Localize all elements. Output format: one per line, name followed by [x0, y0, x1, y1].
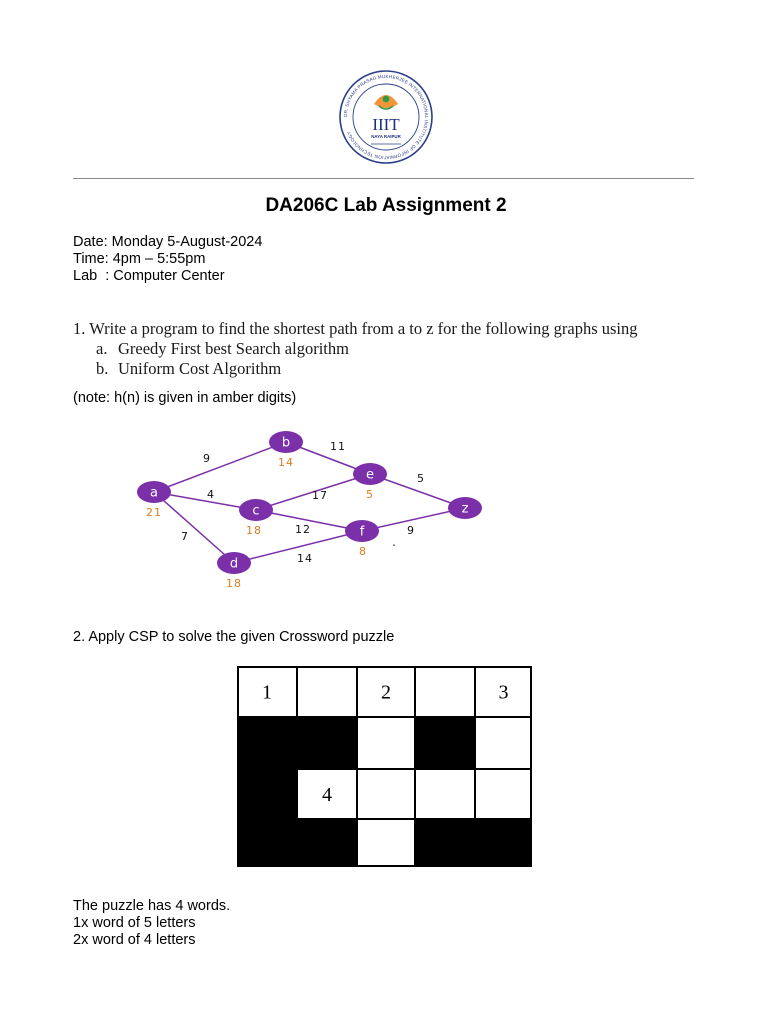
institute-logo: [338, 70, 434, 164]
open-cell-0-1[interactable]: [297, 666, 357, 717]
edge-cost-a-d: 7: [181, 530, 189, 543]
question-1-text: Write a program to find the shortest path from a to z for the following graphs using: [89, 319, 638, 338]
option-b: [96, 359, 281, 379]
edge-cost-f-z: 9: [407, 524, 415, 537]
blocked-cell-3-4: [475, 819, 532, 867]
clue-number-3: 3: [498, 681, 509, 704]
option-b-text: Uniform Cost Algorithm: [118, 359, 282, 378]
node-heuristic-b: 14: [278, 456, 294, 469]
blocked-cell-1-3: [415, 717, 475, 769]
node-heuristic-d: 18: [226, 577, 242, 590]
option-a-marker: a.: [96, 339, 108, 358]
question-2: 2. Apply CSP to solve the given Crossword puzzle: [73, 629, 395, 645]
option-a: [96, 339, 349, 359]
option-b-marker: b.: [96, 359, 109, 378]
node-heuristic-f: 8: [359, 545, 367, 558]
logo-city-text: NAYA RAIPUR: [371, 134, 401, 139]
puzzle-info-3: 2x word of 4 letters: [73, 932, 196, 948]
stray-mark: .: [392, 535, 396, 549]
puzzle-info-1: The puzzle has 4 words.: [73, 898, 231, 914]
question-1-number: 1.: [73, 319, 86, 338]
blocked-cell-1-0: [237, 717, 297, 769]
edge-a-b: [154, 442, 286, 492]
page-title: DA206C Lab Assignment 2: [265, 195, 507, 216]
option-a-text: Greedy First best Search algorithm: [118, 339, 349, 358]
edge-a-d: [154, 492, 234, 563]
open-cell-0-3[interactable]: [415, 666, 475, 717]
clue-number-1: 1: [262, 681, 272, 704]
question-1: [73, 319, 638, 339]
node-label-b: b: [281, 435, 291, 451]
node-label-d: d: [229, 556, 239, 572]
edge-cost-e-z: 5: [417, 472, 425, 485]
edge-cost-b-e: 11: [330, 440, 346, 453]
node-label-c: c: [252, 503, 260, 519]
open-cell-1-2[interactable]: [357, 717, 415, 769]
logo-ring-text: DR. SHYAMA PRASAD MUKHERJEE INTERNATIONAL INSTITUTE OF INFORMATION TECHNOLOGY: [342, 73, 430, 161]
clue-number-2: 2: [381, 681, 391, 704]
puzzle-info-2: 1x word of 5 letters: [73, 915, 196, 931]
node-label-e: e: [366, 467, 374, 483]
node-heuristic-e: 5: [366, 488, 374, 501]
heuristic-note: (note: h(n) is given in amber digits): [73, 390, 297, 406]
node-label-z: z: [461, 501, 469, 517]
open-cell-3-2[interactable]: [357, 819, 415, 867]
crossword-grid: [237, 666, 532, 867]
node-heuristic-a: 21: [146, 506, 162, 519]
edge-cost-c-f: 12: [295, 523, 311, 536]
clue-number-4: 4: [322, 784, 332, 806]
edge-cost-d-f: 14: [297, 552, 313, 565]
blocked-cell-3-3: [415, 819, 475, 867]
date-line: Date: Monday 5-August-2024: [73, 234, 263, 250]
search-graph: [72, 420, 536, 592]
blocked-cell-2-0: [237, 769, 297, 819]
node-label-f: f: [359, 524, 365, 540]
edge-cost-a-c: 4: [207, 488, 215, 501]
blocked-cell-3-0: [237, 819, 297, 867]
lab-line: Lab : Computer Center: [73, 268, 225, 284]
open-cell-1-4[interactable]: [475, 717, 532, 769]
time-line: Time: 4pm – 5:55pm: [73, 251, 206, 267]
node-label-a: a: [150, 485, 158, 501]
edge-cost-a-b: 9: [203, 452, 211, 465]
blocked-cell-1-1: [297, 717, 357, 769]
blocked-cell-3-1: [297, 819, 357, 867]
open-cell-2-2[interactable]: [357, 769, 415, 819]
node-heuristic-c: 18: [246, 524, 262, 537]
open-cell-2-4[interactable]: [475, 769, 532, 819]
header-divider: [73, 178, 694, 179]
logo-main-text: IIIT: [372, 115, 400, 134]
edge-cost-c-e: 17: [312, 489, 328, 502]
open-cell-2-3[interactable]: [415, 769, 475, 819]
